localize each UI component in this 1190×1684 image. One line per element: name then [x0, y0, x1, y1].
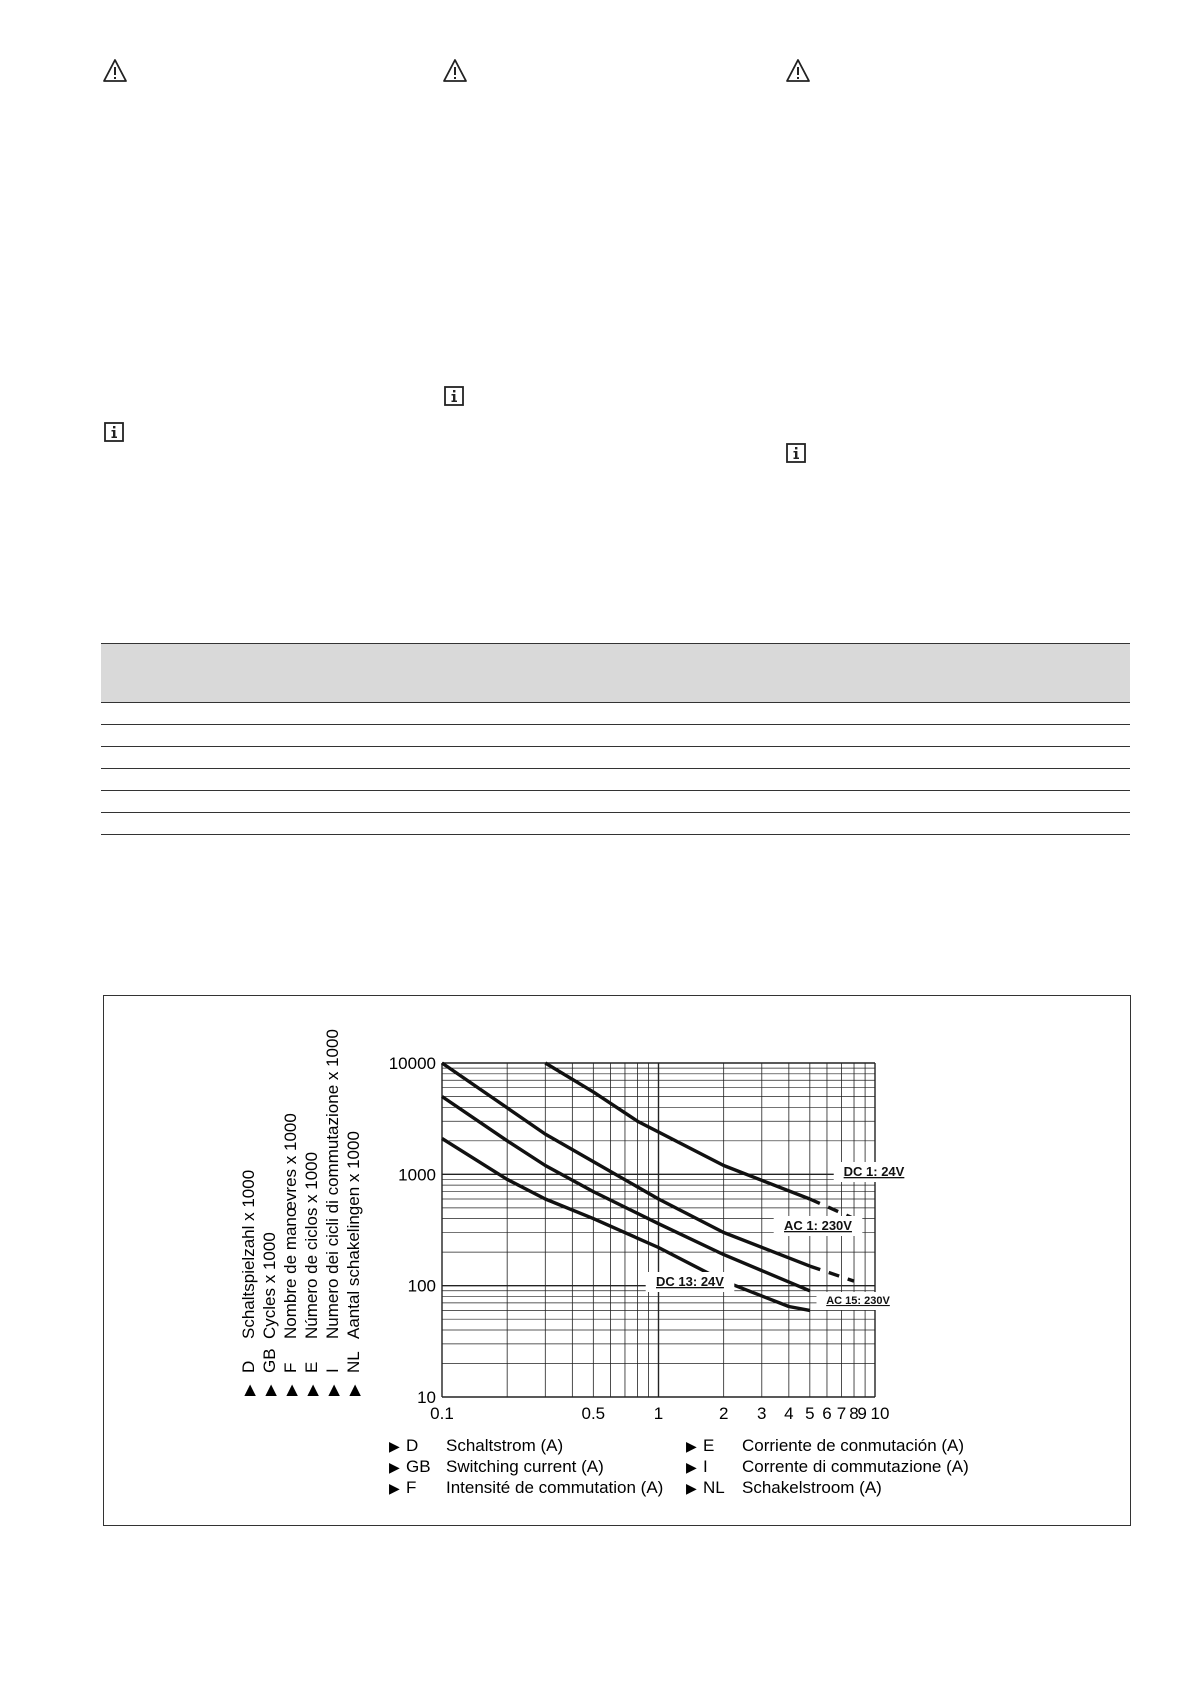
x-tick-label: 2 [718, 1404, 729, 1423]
xlabel-marker-4: ▶ [686, 1438, 697, 1454]
table-row [101, 813, 1130, 835]
xlabel-code-3: F [406, 1478, 417, 1497]
ylabel-marker-2: ▶ [262, 1384, 279, 1396]
x-tick-label: 10 [870, 1404, 890, 1423]
warning-triangle-icon [442, 58, 468, 84]
x-tick-label: 1 [653, 1404, 664, 1423]
series-line-dashed-2 [810, 1266, 854, 1281]
ylabel-marker-5: ▶ [325, 1384, 342, 1396]
y-tick-label: 10000 [388, 1054, 436, 1073]
info-box-icon [785, 442, 807, 464]
xlabel-marker-3: ▶ [389, 1480, 400, 1496]
y-tick-label: 10 [417, 1388, 436, 1407]
xlabel-code-2: GB [406, 1457, 431, 1476]
x-tick-label: 4 [784, 1404, 794, 1423]
series-label: AC 15: 230V [826, 1295, 890, 1307]
info-box-icon [443, 385, 465, 407]
xlabel-marker-2: ▶ [389, 1459, 400, 1475]
ylabel-code-2: GB [260, 1348, 279, 1373]
table-row [101, 703, 1130, 725]
ylabel-code-4: E [302, 1361, 321, 1373]
xlabel-text-3: Intensité de commutation (A) [446, 1478, 664, 1497]
y-tick-label: 100 [407, 1276, 436, 1296]
x-tick-label: 9 [857, 1404, 867, 1423]
ylabel-text-4: Número de ciclos x 1000 [302, 1151, 321, 1339]
series-label: DC 1: 24V [843, 1164, 905, 1179]
x-tick-label: 0.5 [581, 1404, 606, 1423]
xlabel-marker-1: ▶ [389, 1438, 400, 1454]
ylabel-text-2: Cycles x 1000 [260, 1232, 279, 1339]
xlabel-text-4: Corriente de conmutación (A) [742, 1436, 965, 1455]
x-tick-label: 3 [757, 1404, 767, 1423]
x-tick-label: 6 [822, 1404, 832, 1423]
series-line-dashed-1 [810, 1199, 854, 1219]
x-tick-label: 0.1 [430, 1404, 454, 1423]
table-row [101, 769, 1130, 791]
xlabel-code-5: I [703, 1457, 708, 1476]
ylabel-code-1: D [239, 1360, 258, 1373]
ylabel-code-3: F [281, 1362, 300, 1373]
series-line-3 [442, 1097, 810, 1291]
ylabel-marker-6: ▶ [346, 1384, 363, 1396]
y-tick-label: 1000 [398, 1165, 436, 1185]
ylabel-marker-1: ▶ [241, 1384, 258, 1396]
electrical-life-chart [104, 996, 1130, 1525]
xlabel-text-5: Corrente di commutazione (A) [742, 1457, 969, 1476]
ylabel-text-6: Aantal schakelingen x 1000 [344, 1131, 363, 1339]
table-row [101, 747, 1130, 769]
xlabel-code-6: NL [703, 1478, 725, 1497]
chart-series [442, 1063, 914, 1310]
series-line-2 [442, 1063, 810, 1266]
ylabel-marker-4: ▶ [304, 1384, 321, 1396]
ylabel-text-1: Schaltspielzahl x 1000 [239, 1169, 258, 1339]
xlabel-text-2: Switching current (A) [446, 1457, 604, 1476]
series-line-4 [442, 1139, 810, 1311]
x-tick-label: 8 [849, 1404, 859, 1423]
xlabel-text-1: Schaltstrom (A) [446, 1436, 564, 1455]
warning-triangle-icon [102, 58, 128, 84]
xlabel-marker-6: ▶ [686, 1480, 697, 1496]
ylabel-marker-3: ▶ [283, 1384, 300, 1396]
ylabel-text-5: Numero dei cicli di commutazione x 1000 [323, 1029, 342, 1339]
table-header [101, 643, 1130, 703]
chart-frame [103, 995, 1131, 1526]
xlabel-marker-5: ▶ [686, 1459, 697, 1475]
ylabel-text-3: Nombre de manœvres x 1000 [281, 1113, 300, 1339]
data-table [101, 643, 1130, 835]
series-label: AC 1: 230V [784, 1218, 852, 1233]
xlabel-code-1: D [406, 1436, 419, 1455]
ylabel-code-5: I [323, 1368, 342, 1373]
series-line-1 [545, 1063, 810, 1199]
ylabel-code-6: NL [344, 1351, 363, 1373]
table-row [101, 791, 1130, 813]
series-label: DC 13: 24V [656, 1274, 724, 1289]
x-tick-label: 7 [836, 1404, 847, 1423]
x-tick-label: 5 [805, 1404, 815, 1423]
xlabel-code-4: E [703, 1436, 715, 1455]
info-box-icon [103, 421, 125, 443]
xlabel-text-6: Schakelstroom (A) [742, 1478, 882, 1497]
table-row [101, 725, 1130, 747]
warning-triangle-icon [785, 58, 811, 84]
